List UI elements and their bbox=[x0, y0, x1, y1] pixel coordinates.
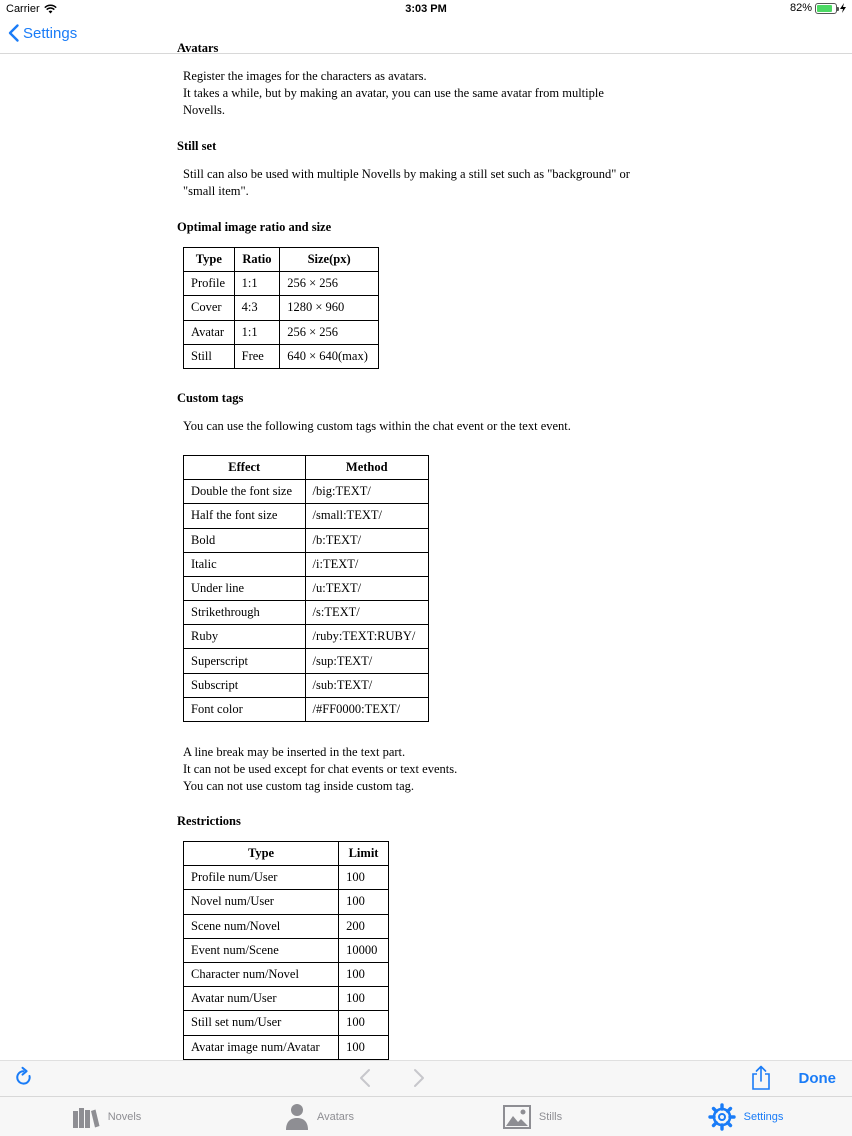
table-cell: /sup:TEXT/ bbox=[305, 649, 428, 673]
table-cell: Under line bbox=[184, 576, 306, 600]
table-body bbox=[184, 480, 429, 722]
avatars-paragraph bbox=[177, 68, 677, 119]
table-cell: 100 bbox=[339, 1035, 389, 1059]
custom-tags-intro bbox=[177, 418, 677, 435]
table-cell: Avatar num/User bbox=[184, 987, 339, 1011]
still-set-line: Still can also be used with multiple Novells by making a still set such as "background" or bbox=[183, 167, 630, 181]
carrier-label: Carrier bbox=[6, 3, 40, 15]
table-cell: Subscript bbox=[184, 673, 306, 697]
still-set-heading: Still set bbox=[177, 139, 217, 153]
table-header-cell: Type bbox=[184, 842, 339, 866]
table-row bbox=[184, 987, 389, 1011]
table-cell: Still set num/User bbox=[184, 1011, 339, 1035]
photo-icon bbox=[503, 1105, 531, 1129]
table-cell: 1:1 bbox=[234, 272, 280, 296]
restrictions-table bbox=[183, 841, 389, 1084]
image-ratio-heading: Optimal image ratio and size bbox=[177, 220, 332, 234]
table-cell: Half the font size bbox=[184, 504, 306, 528]
document-body bbox=[177, 41, 677, 1106]
table-header-cell: Method bbox=[305, 455, 428, 479]
person-icon bbox=[285, 1103, 309, 1131]
share-button[interactable] bbox=[751, 1065, 771, 1096]
battery-status bbox=[790, 2, 846, 14]
table-cell: /big:TEXT/ bbox=[305, 480, 428, 504]
table-row bbox=[184, 649, 429, 673]
table-row bbox=[184, 320, 379, 344]
note-line: It can not be used except for chat events or text events. bbox=[183, 762, 458, 776]
back-button[interactable] bbox=[8, 24, 77, 42]
table-header-cell: Ratio bbox=[234, 248, 280, 272]
table-header-row bbox=[184, 842, 389, 866]
table-cell: 640 × 640(max) bbox=[280, 344, 379, 368]
custom-tags-heading: Custom tags bbox=[177, 390, 244, 405]
tab-stills[interactable] bbox=[426, 1097, 639, 1136]
table-cell: /small:TEXT/ bbox=[305, 504, 428, 528]
table-cell: Double the font size bbox=[184, 480, 306, 504]
table-header-cell: Limit bbox=[339, 842, 389, 866]
back-button-label: Settings bbox=[23, 24, 78, 42]
table-row bbox=[184, 344, 379, 368]
table-cell: Character num/Novel bbox=[184, 962, 339, 986]
table-cell: Cover bbox=[184, 296, 235, 320]
tab-label: Avatars bbox=[316, 1110, 355, 1123]
bottom-toolbar bbox=[0, 1060, 852, 1096]
reload-button[interactable] bbox=[14, 1067, 34, 1094]
tab-label: Stills bbox=[538, 1110, 563, 1123]
table-header-row bbox=[184, 455, 429, 479]
still-set-paragraph bbox=[177, 166, 677, 200]
back-page-button[interactable] bbox=[358, 1067, 372, 1094]
table-cell: /s:TEXT/ bbox=[305, 601, 428, 625]
table-row bbox=[184, 576, 429, 600]
table-row bbox=[184, 866, 389, 890]
table-cell: /b:TEXT/ bbox=[305, 528, 428, 552]
table-cell: /i:TEXT/ bbox=[305, 552, 428, 576]
table-cell: Scene num/Novel bbox=[184, 914, 339, 938]
custom-tags-notes bbox=[177, 744, 677, 795]
table-cell: /u:TEXT/ bbox=[305, 576, 428, 600]
charging-bolt-icon bbox=[840, 3, 846, 13]
table-cell: 256 × 256 bbox=[280, 320, 379, 344]
restrictions-heading: Restrictions bbox=[177, 814, 241, 828]
table-row bbox=[184, 1035, 389, 1059]
table-cell: 4:3 bbox=[234, 296, 280, 320]
table-header-cell: Effect bbox=[184, 455, 306, 479]
table-cell: Strikethrough bbox=[184, 601, 306, 625]
table-cell: 100 bbox=[339, 1011, 389, 1035]
chevron-left-icon bbox=[8, 24, 19, 42]
tab-novels[interactable] bbox=[0, 1097, 213, 1136]
table-row bbox=[184, 504, 429, 528]
tab-label: Settings bbox=[743, 1110, 784, 1123]
tab-settings[interactable] bbox=[639, 1097, 852, 1136]
table-cell: 100 bbox=[339, 987, 389, 1011]
tab-avatars[interactable] bbox=[213, 1097, 426, 1136]
table-row bbox=[184, 552, 429, 576]
note-line: You can not use custom tag inside custom tag. bbox=[183, 779, 414, 793]
clock: 3:03 PM bbox=[405, 3, 447, 15]
table-cell: Novel num/User bbox=[184, 890, 339, 914]
table-cell: Italic bbox=[184, 552, 306, 576]
table-row bbox=[184, 962, 389, 986]
done-button[interactable]: Done bbox=[798, 1070, 836, 1087]
table-cell: 100 bbox=[339, 890, 389, 914]
reload-icon bbox=[14, 1067, 34, 1089]
avatars-line: Register the images for the characters as avatars. bbox=[183, 69, 427, 83]
chevron-right-icon bbox=[412, 1067, 426, 1089]
books-icon bbox=[72, 1105, 100, 1129]
battery-percent: 82% bbox=[789, 2, 812, 14]
table-cell: Superscript bbox=[184, 649, 306, 673]
table-row bbox=[184, 625, 429, 649]
avatars-line: Novells. bbox=[183, 103, 226, 117]
table-cell: 1:1 bbox=[234, 320, 280, 344]
table-header-row bbox=[184, 248, 379, 272]
tab-label: Novels bbox=[107, 1110, 142, 1123]
table-cell: 10000 bbox=[339, 938, 389, 962]
table-cell: Still bbox=[184, 344, 235, 368]
table-header-cell: Size(px) bbox=[280, 248, 379, 272]
table-body bbox=[184, 272, 379, 369]
avatars-line: It takes a while, but by making an avatar, you can use the same avatar from multiple bbox=[183, 86, 604, 100]
custom-tags-intro-line: You can use the following custom tags within the chat event or the text event. bbox=[183, 418, 571, 433]
table-cell: /ruby:TEXT:RUBY/ bbox=[305, 625, 428, 649]
table-row bbox=[184, 938, 389, 962]
table-row bbox=[184, 480, 429, 504]
table-cell: Avatar bbox=[184, 320, 235, 344]
tab-bar bbox=[0, 1096, 852, 1136]
table-cell: Profile num/User bbox=[184, 866, 339, 890]
table-cell: Profile bbox=[184, 272, 235, 296]
note-line: A line break may be inserted in the text part. bbox=[183, 745, 406, 759]
share-icon bbox=[751, 1065, 771, 1091]
forward-page-button[interactable] bbox=[412, 1067, 426, 1094]
table-cell: Free bbox=[234, 344, 280, 368]
table-cell: 256 × 256 bbox=[280, 272, 379, 296]
table-row bbox=[184, 890, 389, 914]
table-body bbox=[184, 866, 389, 1084]
status-bar bbox=[0, 0, 852, 18]
table-row bbox=[184, 272, 379, 296]
table-cell: 100 bbox=[339, 866, 389, 890]
table-row bbox=[184, 914, 389, 938]
table-cell: Ruby bbox=[184, 625, 306, 649]
table-row bbox=[184, 673, 429, 697]
table-row bbox=[184, 601, 429, 625]
table-cell: 200 bbox=[339, 914, 389, 938]
table-row bbox=[184, 1011, 389, 1035]
table-cell: 1280 × 960 bbox=[280, 296, 379, 320]
table-cell: 100 bbox=[339, 962, 389, 986]
table-row bbox=[184, 528, 429, 552]
table-cell: Avatar image num/Avatar bbox=[184, 1035, 339, 1059]
table-row bbox=[184, 296, 379, 320]
help-document[interactable] bbox=[0, 41, 852, 1060]
table-cell: Event num/Scene bbox=[184, 938, 339, 962]
gear-icon bbox=[708, 1103, 736, 1131]
table-cell: /#FF0000:TEXT/ bbox=[305, 697, 428, 721]
still-set-line: "small item". bbox=[183, 184, 249, 198]
chevron-left-icon bbox=[358, 1067, 372, 1089]
battery-icon bbox=[815, 3, 837, 14]
table-header-cell: Type bbox=[184, 248, 235, 272]
table-row bbox=[184, 697, 429, 721]
avatars-heading: Avatars bbox=[177, 41, 219, 55]
table-cell: Font color bbox=[184, 697, 306, 721]
table-cell: /sub:TEXT/ bbox=[305, 673, 428, 697]
image-ratio-table bbox=[183, 247, 379, 369]
custom-tags-table bbox=[183, 455, 429, 722]
table-cell: Bold bbox=[184, 528, 306, 552]
